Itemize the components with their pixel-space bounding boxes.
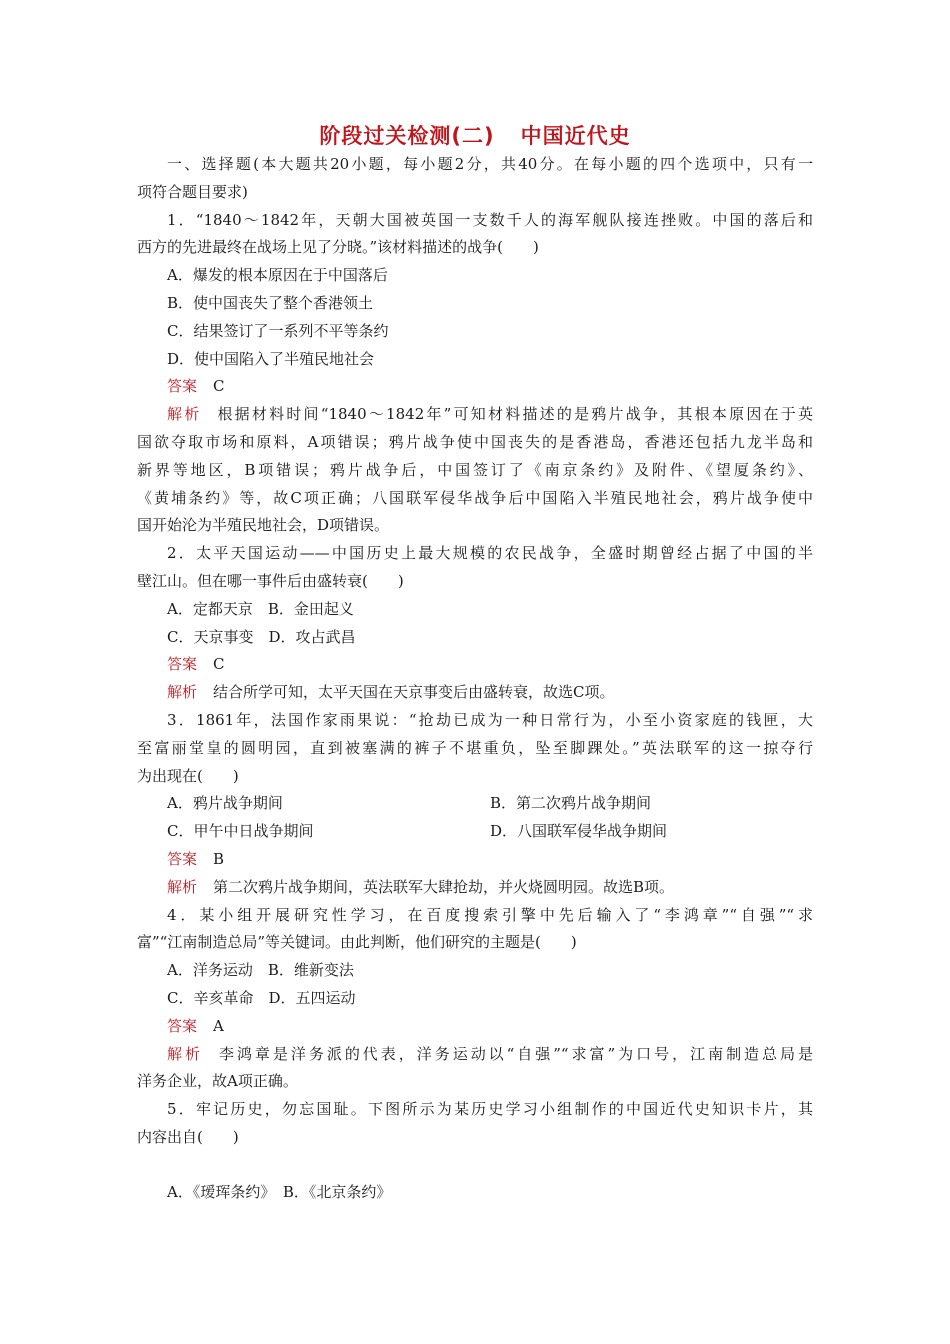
title-left: 阶段过关检测(二) <box>319 124 495 148</box>
q1-answer <box>137 373 813 401</box>
answer-label: 答案 <box>167 1016 198 1035</box>
q2-options-cd: C．天京事变 D．攻占武昌 <box>167 627 356 646</box>
q2-stem-line2: 壁江山。但在哪一事件后由盛转衰( ) <box>137 571 404 590</box>
q3-explanation-text1: 第二次鸦片战争期间，英法联军大肆抢劫，并火烧圆明园。故选B项。 <box>213 877 675 896</box>
q3-option-b: B．第二次鸦片战争期间 <box>490 794 652 813</box>
q3-stem-line1: 3．1861年，法国作家雨果说：“抢劫已成为一种日常行为，小至小资家庭的钱匣，大 <box>167 710 813 729</box>
q1-explanation-text1: 根据材料时间“1840～1842年”可知材料描述的是鸦片战争，其根本原因在于英 <box>217 405 813 424</box>
q2-answer <box>137 651 813 679</box>
q4-stem-line1: 4．某小组开展研究性学习，在百度搜索引擎中先后输入了“李鸿章”“自强”“求 <box>167 905 813 924</box>
q4-explanation-line1 <box>137 1041 813 1069</box>
document-body <box>137 151 813 1207</box>
q2-answer-value: C <box>213 655 225 674</box>
q2-explanation-text1: 结合所学可知，太平天国在天京事变后由盛转衰，故选C项。 <box>213 683 615 702</box>
q5-options-ab: A．《瑷珲条约》 B．《北京条约》 <box>167 1183 392 1202</box>
q2-stem-line1: 2．太平天国运动——中国历史上最大规模的农民战争，全盛时期曾经占据了中国的半 <box>167 544 813 563</box>
q2-options-ab: A．定都天京 B．金田起义 <box>167 599 354 618</box>
answer-label: 答案 <box>167 849 198 868</box>
q3-answer <box>137 846 813 874</box>
q1-option-a: A．爆发的根本原因在于中国落后 <box>167 266 388 285</box>
q4-explanation-text1: 李鸿章是洋务派的代表，洋务运动以“自强”“求富”为口号，江南制造总局是 <box>218 1044 813 1063</box>
q4-answer <box>137 1013 813 1041</box>
explanation-label: 解析 <box>167 877 198 896</box>
q4-answer-value: A <box>213 1016 224 1035</box>
explanation-label: 解析 <box>167 683 198 702</box>
q1-stem-line1: 1．“1840～1842年，天朝大国被英国一支数千人的海军舰队接连挫败。中国的落后和 <box>167 210 813 229</box>
q3-options-row2 <box>137 818 813 846</box>
q3-option-a: A．鸦片战争期间 <box>167 794 283 813</box>
q1-explanation-line1 <box>137 401 813 429</box>
q1-stem-line2: 西方的先进最终在战场上见了分晓。”该材料描述的战争( ) <box>137 238 539 257</box>
q3-options-row1 <box>137 790 813 818</box>
q3-stem-line2: 至富丽堂皇的圆明园，直到被塞满的裤子不堪重负，坠至脚踝处。”英法联军的这一掠夺行 <box>137 738 813 757</box>
q1-explanation-line2: 国欲夺取市场和原料，A项错误；鸦片战争使中国丧失的是香港岛，香港还包括九龙半岛和 <box>137 432 813 451</box>
q1-option-b: B．使中国丧失了整个香港领土 <box>167 293 374 312</box>
q1-explanation-line3: 新界等地区，B项错误；鸦片战争后，中国签订了《南京条约》及附件、《望厦条约》、 <box>137 460 813 479</box>
q1-option-d: D．使中国陷入了半殖民地社会 <box>167 349 375 368</box>
q4-options-cd: C．辛亥革命 D．五四运动 <box>167 988 356 1007</box>
q4-stem-line2: 富”“江南制造总局”等关键词。由此判断，他们研究的主题是( ) <box>137 933 577 952</box>
q1-answer-value: C <box>213 377 225 396</box>
q1-option-c: C．结果签订了一系列不平等条约 <box>167 321 389 340</box>
q3-answer-value: B <box>213 849 225 868</box>
q4-explanation-line2: 洋务企业，故A项正确。 <box>137 1072 298 1091</box>
q5-stem-line1: 5．牢记历史，勿忘国耻。下图所示为某历史学习小组制作的中国近代史知识卡片，其 <box>167 1100 813 1119</box>
q5-stem-line2: 内容出自( ) <box>137 1127 239 1146</box>
title-right: 中国近代史 <box>520 124 631 148</box>
page-title <box>0 120 950 150</box>
answer-label: 答案 <box>167 655 198 674</box>
q3-option-c: C．甲午中日战争期间 <box>167 822 314 841</box>
q3-stem-line3: 为出现在( ) <box>137 766 239 785</box>
answer-label: 答案 <box>167 377 198 396</box>
q2-explanation-line1 <box>137 679 813 707</box>
q4-options-ab: A．洋务运动 B．维新变法 <box>167 961 354 980</box>
q1-explanation-line4: 《黄埔条约》等，故C项正确；八国联军侵华战争后中国陷入半殖民地社会，鸦片战争使中 <box>137 488 813 507</box>
q3-explanation-line1 <box>137 874 813 902</box>
q5-figure-space <box>137 1152 813 1180</box>
explanation-label: 解析 <box>167 1044 203 1063</box>
explanation-label: 解析 <box>167 405 202 424</box>
section-intro-line1: 一、选择题(本大题共20小题，每小题2分，共40分。在每小题的四个选项中，只有一 <box>167 155 813 173</box>
q3-option-d: D．八国联军侵华战争期间 <box>490 822 668 841</box>
q1-explanation-line5: 国开始沦为半殖民地社会，D项错误。 <box>137 516 390 535</box>
section-intro-line2: 项符合题目要求) <box>137 182 248 201</box>
